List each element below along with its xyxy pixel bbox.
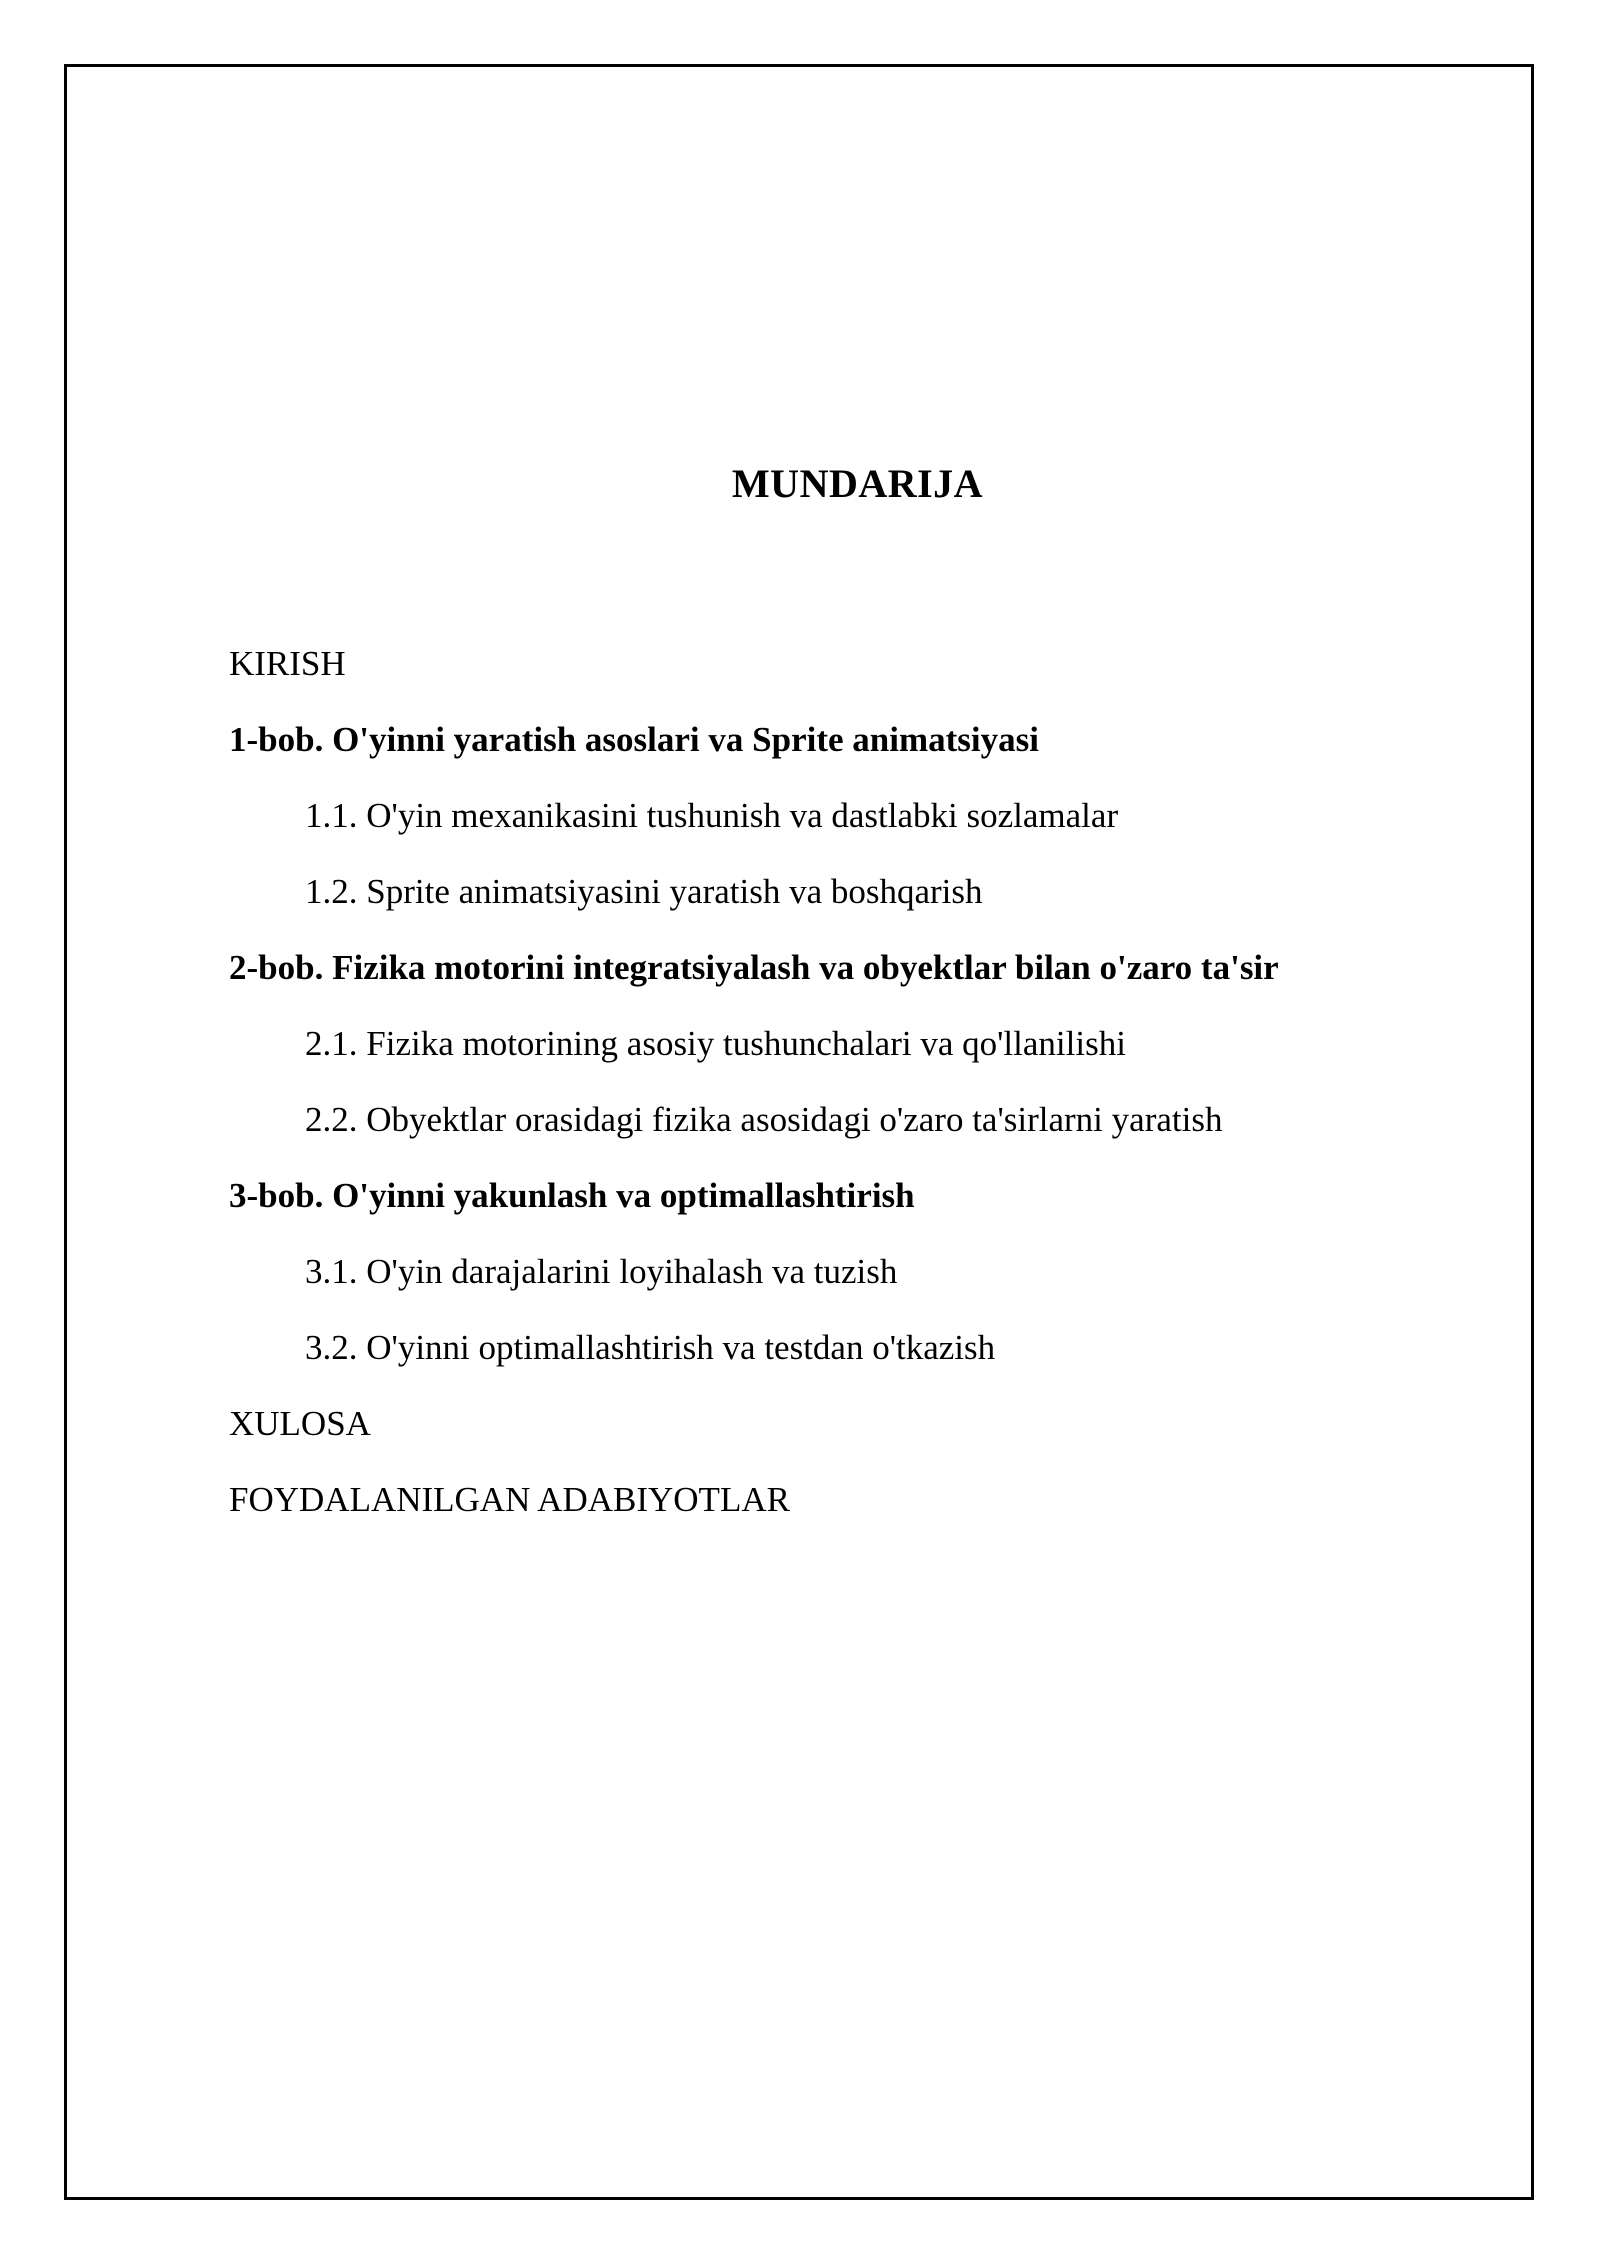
toc-chapter-2: 2-bob. Fizika motorini integratsiyalash va obyektlar bilan o'zaro ta'sir — [229, 948, 1279, 987]
toc-section-1-2: 1.2. Sprite animatsiyasini yaratish va boshqarish — [305, 872, 983, 911]
toc-chapter-3: 3-bob. O'yinni yakunlash va optimallashtirish — [229, 1176, 915, 1215]
toc-chapter-1: 1-bob. O'yinni yaratish asoslari va Sprite animatsiyasi — [229, 720, 1039, 759]
table-of-contents — [229, 640, 1479, 1552]
page-title: MUNDARIJA — [731, 461, 984, 506]
toc-entry-conclusion: XULOSA — [229, 1404, 371, 1443]
toc-section-3-2: 3.2. O'yinni optimallashtirish va testdan o'tkazish — [305, 1328, 996, 1367]
toc-section-2-1: 2.1. Fizika motorining asosiy tushunchalari va qo'llanilishi — [305, 1024, 1126, 1063]
toc-section-3-1: 3.1. O'yin darajalarini loyihalash va tuzish — [305, 1252, 898, 1291]
toc-section-1-1: 1.1. O'yin mexanikasini tushunish va dastlabki sozlamalar — [305, 796, 1119, 835]
toc-section-2-2: 2.2. Obyektlar orasidagi fizika asosidagi o'zaro ta'sirlarni yaratish — [305, 1100, 1223, 1139]
toc-entry-introduction: KIRISH — [229, 644, 346, 683]
toc-entry-references: FOYDALANILGAN ADABIYOTLAR — [229, 1480, 790, 1519]
